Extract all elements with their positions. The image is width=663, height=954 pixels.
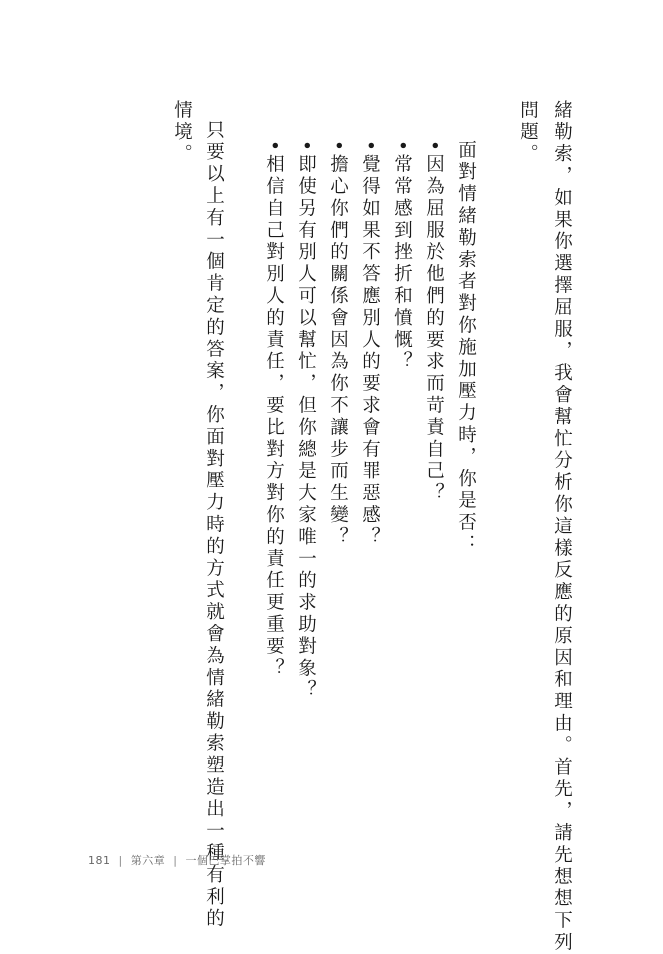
- text-line-3: 面對情緒勒索者對你施加壓力時，你是否：: [455, 140, 477, 557]
- chapter-label: 第六章: [130, 854, 166, 867]
- bullet-item-3: •覺得如果不答應別人的要求會有罪惡感？: [359, 140, 381, 549]
- bullet-item-4: •擔心你們的關係會因為你不讓步而生變？: [327, 140, 349, 549]
- text-line-1: 緒勒索，如果你選擇屈服，我會幫忙分析你這樣反應的原因和理由。首先，請先想想下列: [551, 100, 573, 954]
- text-line-5: 情境。: [171, 100, 193, 166]
- footer-divider: |: [118, 854, 123, 867]
- bullet-item-5: •即使另有別人可以幫忙，但你總是大家唯一的求助對象？: [295, 140, 317, 702]
- bullet-item-2: •常常感到挫折和憤慨？: [391, 140, 413, 374]
- text-line-2: 問題。: [517, 100, 539, 166]
- text-line-4: 只要以上有一個肯定的答案，你面對壓力時的方式就會為情緒勒索塑造出一種有利的: [203, 120, 225, 931]
- bullet-item-1: •因為屈服於他們的要求而苛責自己？: [423, 140, 445, 505]
- footer-divider: |: [173, 854, 178, 867]
- page-footer: [88, 852, 266, 868]
- bullet-item-6: •相信自己對別人的責任，要比對方對你的責任更重要？: [263, 140, 285, 680]
- chapter-title: 一個巴掌拍不響: [185, 854, 266, 867]
- page-number: 181: [88, 854, 111, 867]
